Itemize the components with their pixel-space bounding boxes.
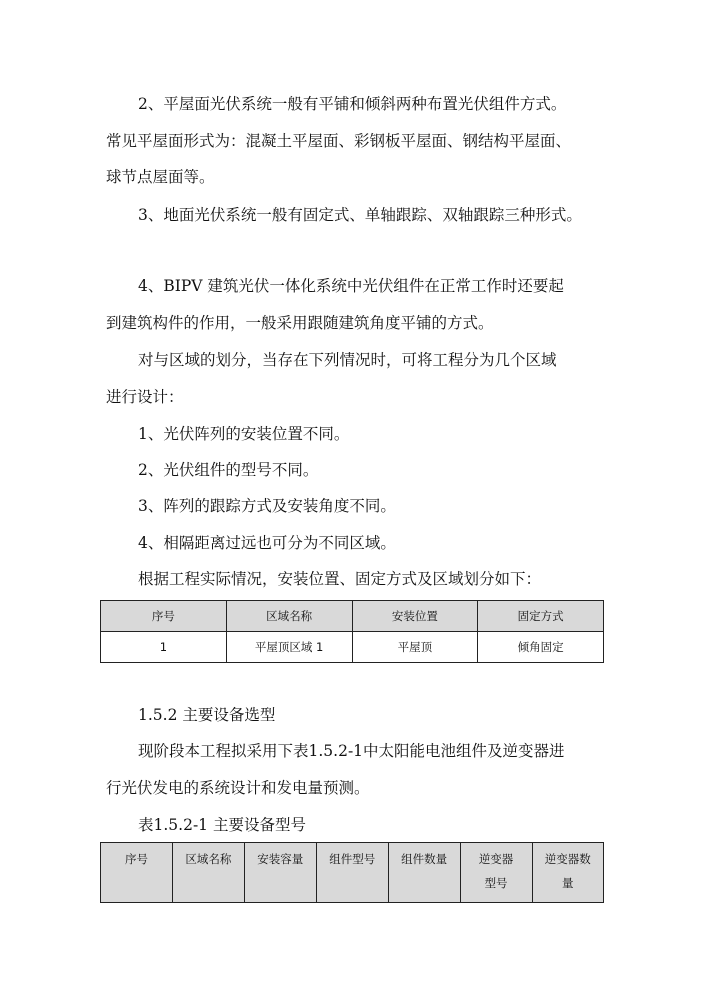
table-row (101, 632, 604, 663)
list-item: 3、阵列的跟踪方式及安装角度不同。 (138, 497, 396, 515)
table-cell: 平屋顶 (352, 632, 478, 663)
division-line-1: 对与区域的划分，当存在下列情况时，可将工程分为几个区域 (138, 351, 557, 369)
table-header-cell: 安装容量 (244, 843, 316, 903)
list-item: 1、光伏阵列的安装位置不同。 (138, 425, 350, 443)
selection-line-2: 行光伏发电的系统设计和发电量预测。 (106, 779, 370, 797)
table-header-row (101, 843, 604, 903)
main-equipment-table (100, 842, 604, 903)
paragraph-2-line-2: 常见平屋面形式为：混凝土平屋面、彩钢板平屋面、钢结构平屋面、 (106, 132, 572, 150)
table-header-cell: 逆变器型号 (460, 843, 532, 903)
table-cell: 1 (101, 632, 227, 663)
paragraph-2-line-3: 球节点屋面等。 (106, 168, 215, 186)
table-cell: 平屋顶区域 1 (226, 632, 352, 663)
table-header-cell: 组件数量 (388, 843, 460, 903)
table-header-cell: 区域名称 (172, 843, 244, 903)
table-header-cell: 安装位置 (352, 601, 478, 632)
division-line-2: 进行设计： (106, 388, 184, 406)
table-header-cell: 序号 (101, 843, 173, 903)
paragraph-4-line-2: 到建筑构件的作用，一般采用跟随建筑角度平铺的方式。 (106, 314, 494, 332)
table-header-cell: 固定方式 (478, 601, 604, 632)
paragraph-4-line-1: 4、BIPV 建筑光伏一体化系统中光伏组件在正常工作时还要起 (138, 277, 564, 295)
table-2-caption: 表1.5.2-1 主要设备型号 (138, 816, 306, 834)
paragraph-3: 3、地面光伏系统一般有固定式、单轴跟踪、双轴跟踪三种形式。 (138, 206, 582, 224)
list-item: 4、相隔距离过远也可分为不同区域。 (138, 534, 396, 552)
table-header-cell: 区域名称 (226, 601, 352, 632)
paragraph-2-line-1: 2、平屋面光伏系统一般有平铺和倾斜两种布置光伏组件方式。 (138, 95, 567, 113)
section-heading: 1.5.2 主要设备选型 (138, 706, 276, 724)
region-division-table (100, 600, 604, 663)
table-header-cell: 组件型号 (316, 843, 388, 903)
table-1-intro: 根据工程实际情况，安装位置、固定方式及区域划分如下： (138, 570, 542, 588)
table-cell: 倾角固定 (478, 632, 604, 663)
table-header-cell: 序号 (101, 601, 227, 632)
selection-line-1: 现阶段本工程拟采用下表1.5.2-1中太阳能电池组件及逆变器进 (138, 742, 565, 760)
list-item: 2、光伏组件的型号不同。 (138, 461, 319, 479)
table-header-cell: 逆变器数量 (532, 843, 603, 903)
table-header-row (101, 601, 604, 632)
